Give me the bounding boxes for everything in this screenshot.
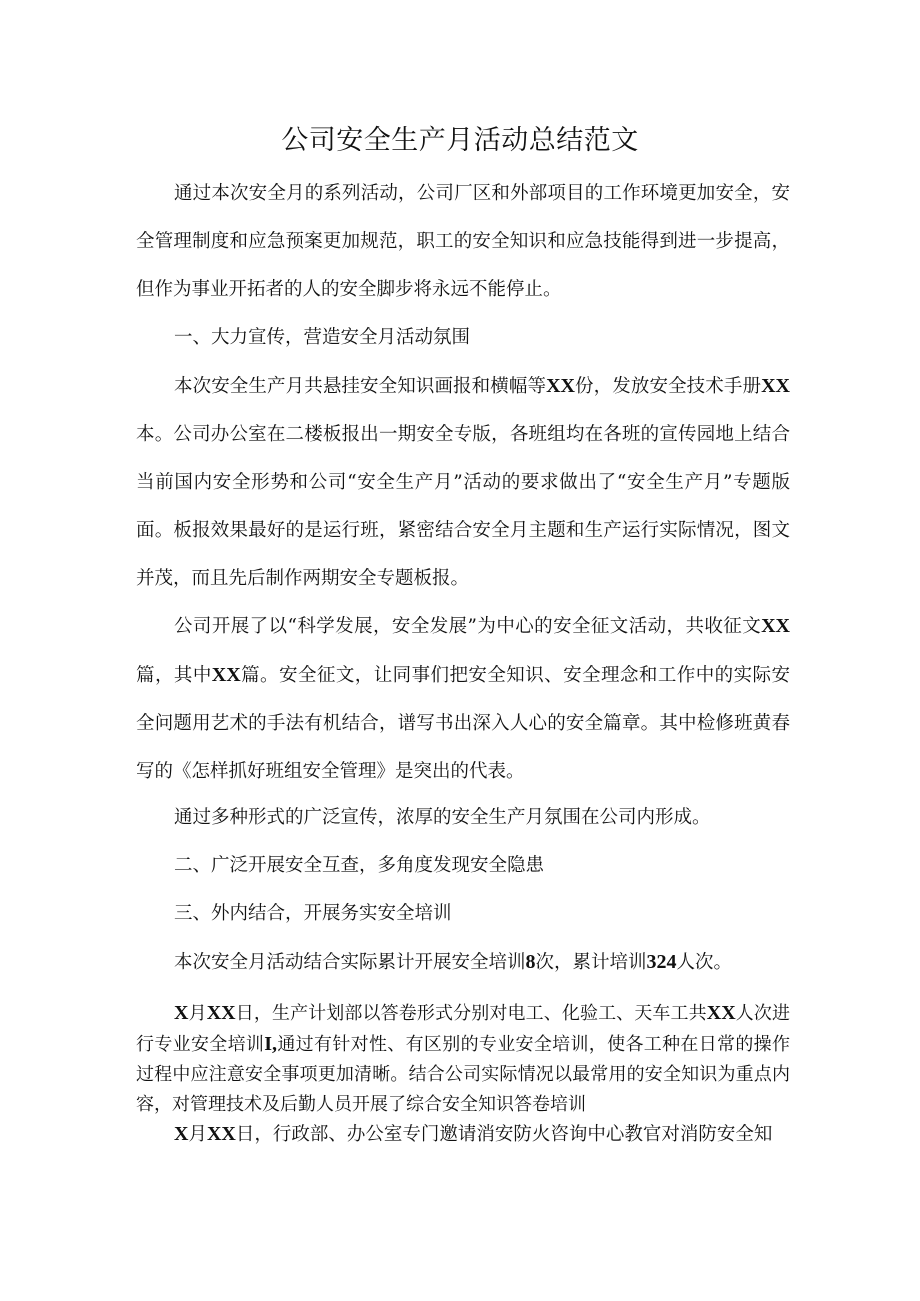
text-segment: 篇，其中 <box>136 665 212 686</box>
text-segment: 人次。 <box>676 952 733 973</box>
intro-paragraph: 通过本次安全月的系列活动，公司厂区和外部项目的工作环境更加安全，安全管理制度和应急预案更加规范，职工的安全知识和应急技能得到进一步提高，但作为事业开拓者的人的安全脚步将永远不能停止。 <box>136 183 790 300</box>
quantity-placeholder: XX <box>706 1002 736 1024</box>
trainee-count: 324 <box>646 951 677 973</box>
day-placeholder: XX <box>206 1123 236 1145</box>
section-heading-1: 一、大力宣传，营造安全月活动氛围 <box>174 327 471 348</box>
paragraph-essay-contest <box>136 602 790 796</box>
text-segment: 本。公司办公室在二楼板报出一期安全专版，各班组均在各班的宣传园地上结合当前国内安全形势和公司“安全生产月”活动的要求做出了“安全生产月”专题版面。板报效果最好的是运行班，紧密结合安全月主题和生产运行实际情况，图文并茂，而且先后制作两期安全专题板报。 <box>136 424 790 589</box>
training-count: 8 <box>525 951 536 973</box>
day-placeholder: XX <box>206 1002 236 1024</box>
section-heading-2: 二、广泛开展安全互查，多角度发现安全隐患 <box>174 855 545 876</box>
paragraph-training-summary <box>136 938 790 987</box>
text-segment: 本次安全生产月共悬挂安全知识画报和横幅等 <box>174 376 547 397</box>
text-segment-bold: I, <box>264 1033 278 1055</box>
paragraph-professional-training <box>136 998 790 1120</box>
text-segment: 月 <box>188 1003 207 1024</box>
document-title: 公司安全生产月活动总结范文 <box>281 125 639 156</box>
paragraph-fire-training <box>136 1110 790 1159</box>
text-segment: 人次进行专业安全培训 <box>136 1003 791 1055</box>
text-segment: 通过有针对性、有区别的专业安全培训，使各工种在日常的操作过程中应注意安全事项更加清晰。结合公司实际情况以最常用的安全知识为重点内容，对管理技术及后勤人员开展了综合安全知识答卷培训 <box>136 1034 791 1115</box>
text-segment: 次，累计培训 <box>535 952 647 973</box>
month-placeholder: X <box>174 1002 189 1024</box>
quantity-placeholder: XX <box>546 375 575 397</box>
paragraph-propaganda <box>136 362 790 603</box>
paragraph-atmosphere: 通过多种形式的广泛宣传，浓厚的安全生产月氛围在公司内形成。 <box>174 807 711 828</box>
text-segment: 公司开展了以“科学发展，安全发展”为中心的安全征文活动，共收征文 <box>174 616 762 637</box>
text-segment: 日，生产计划部以答卷形式分别对电工、化验工、天车工共 <box>235 1003 707 1024</box>
quantity-placeholder: XX <box>761 615 790 637</box>
section-heading-3: 三、外内结合，开展务实安全培训 <box>174 903 452 924</box>
text-segment: 日，行政部、办公室专门邀请消安防火咨询中心教官对消防安全知 <box>235 1124 773 1145</box>
text-segment: 份，发放安全技术手册 <box>574 376 762 397</box>
text-segment: 本次安全月活动结合实际累计开展安全培训 <box>174 952 526 973</box>
month-placeholder: X <box>174 1123 189 1145</box>
text-segment: 篇。安全征文，让同事们把安全知识、安全理念和工作中的实际安全问题用艺术的手法有机结合，谱写书出深入人心的安全篇章。其中检修班黄春写的《怎样抓好班组安全管理》是突出的代表。 <box>136 665 790 782</box>
quantity-placeholder: XX <box>761 375 790 397</box>
quantity-placeholder: XX <box>211 664 241 686</box>
text-segment: 月 <box>188 1124 207 1145</box>
